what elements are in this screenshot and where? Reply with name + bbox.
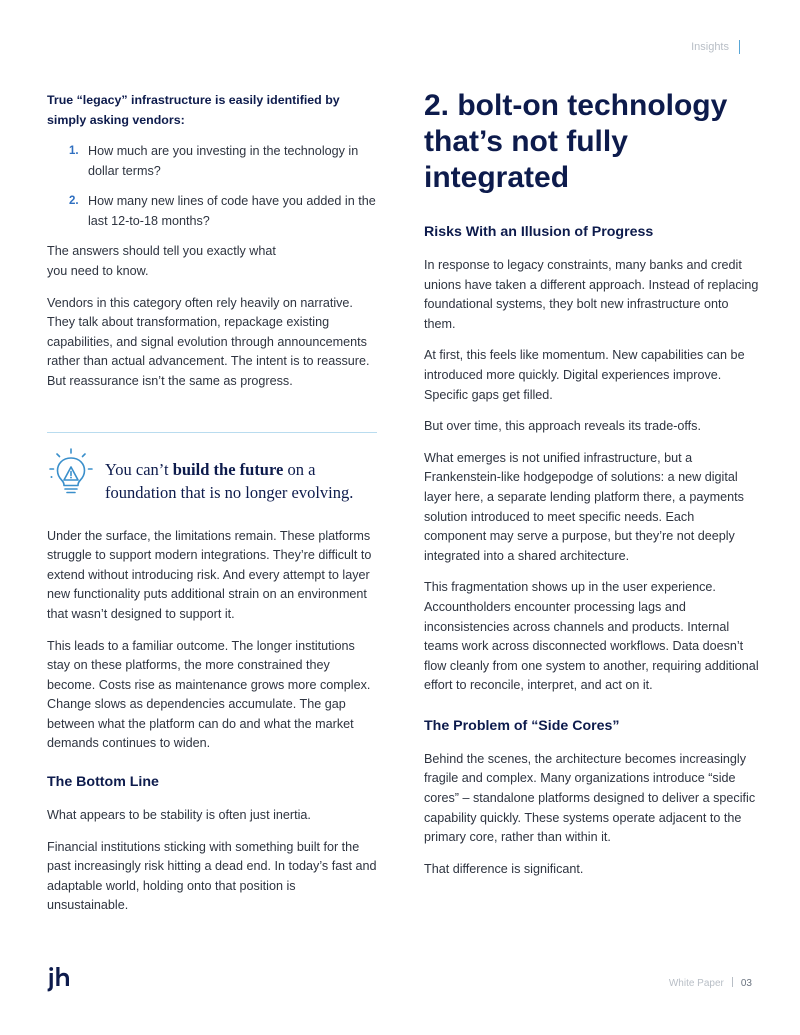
vendor-questions-list (47, 142, 377, 231)
quote-text-start: You can’t (105, 459, 173, 479)
pull-quote-text (105, 458, 375, 504)
paragraph: This fragmentation shows up in the user experience. Accountholders encounter processing lags and inconsistencies across channels and products. Internal teams work across disconnected workflows. Data doesn’t flow cleanly from one system to another, requiring additional effort to reconcile, interpret, and act on it. (424, 580, 759, 693)
paragraph: The answers should tell you exactly what you need to know. (47, 244, 276, 278)
paragraph: In response to legacy constraints, many banks and credit unions have taken a different approach. Instead of replacing foundational systems, they bolt new infrastructure onto them. (424, 258, 759, 331)
subheading-side-cores: The Problem of “Side Cores” (424, 717, 620, 734)
section-divider (47, 432, 377, 433)
quote-text-end: on a foundation that is no longer evolving. (105, 459, 354, 502)
list-number: 1. (69, 145, 79, 157)
page-footer (669, 977, 752, 989)
footer-separator (732, 977, 733, 987)
jh-logo (47, 966, 71, 992)
paragraph: At first, this feels like momentum. New capabilities can be introduced more quickly. Digital experiences improve. Specific gaps get filled. (424, 348, 745, 402)
paragraph: Under the surface, the limitations remain. These platforms struggle to support modern integrations. They’re difficult to extend without introducing risk. And every attempt to layer new functionality puts additional strain on an environment that wasn’t designed to support it. (47, 528, 372, 621)
paragraph: That difference is significant. (424, 861, 584, 876)
left-column (47, 90, 377, 928)
list-number: 2. (69, 195, 79, 208)
paragraph: What emerges is not unified infrastructure, but a Frankenstein-like hodgepodge of solutions: a new digital layer here, a separate lending platform there, a payments solution introduced to meet specific needs. Each component may serve a purpose, but they’re not deeply integrated into a shared architecture. (424, 450, 744, 563)
lightbulb-warning-icon (47, 445, 95, 495)
page-number: 03 (740, 978, 752, 989)
paragraph: What appears to be stability is often just inertia. (47, 808, 311, 823)
bottom-line-heading: The Bottom Line (47, 774, 159, 791)
paragraph: Financial institutions sticking with something built for the past increasingly risk hitting a dead end. In today’s fast and adaptable world, holding onto that position is unsustainable. (47, 839, 377, 913)
list-item-text: How many new lines of code have you added in the last 12-to-18 months? (88, 194, 376, 228)
section-title: 2. bolt-on technology that’s not fully integrated (424, 89, 728, 194)
list-item-text: How much are you investing in the technology in dollar terms? (88, 144, 359, 178)
paragraph: Vendors in this category often rely heavily on narrative. They talk about transformation, repackage existing capabilities, and signal evolution through announcements rather than actual advancement. The intent is to reassure. But reassurance isn’t the same as progress. (47, 295, 370, 388)
paragraph: This leads to a familiar outcome. The longer institutions stay on these platforms, the more constrained they become. Costs rise as maintenance grows more complex. Change slows as dependencies accumulate. The gap between what the platform can do and what the market demands continues to widen. (47, 638, 371, 751)
footer-document-type: White Paper (668, 978, 724, 989)
paragraph: But over time, this approach reveals its trade-offs. (424, 419, 701, 434)
list-item (69, 142, 377, 181)
subheading-illusion-of-progress: Risks With an Illusion of Progress (424, 224, 654, 240)
quote-text-emphasis: build the future (172, 459, 284, 479)
intro-question-lead: True “legacy” infrastructure is easily identified by simply asking vendors: (47, 93, 340, 127)
pull-quote (47, 445, 377, 525)
paragraph: Behind the scenes, the architecture becomes increasingly fragile and complex. Many organizations introduce “side cores” – standalone platforms designed to deliver a specific capability quickly. These systems operate adjacent to the primary core, rather than within it. (424, 751, 756, 845)
list-item (69, 192, 377, 231)
right-column (424, 88, 759, 891)
header-section-tag: Insights (691, 40, 740, 54)
